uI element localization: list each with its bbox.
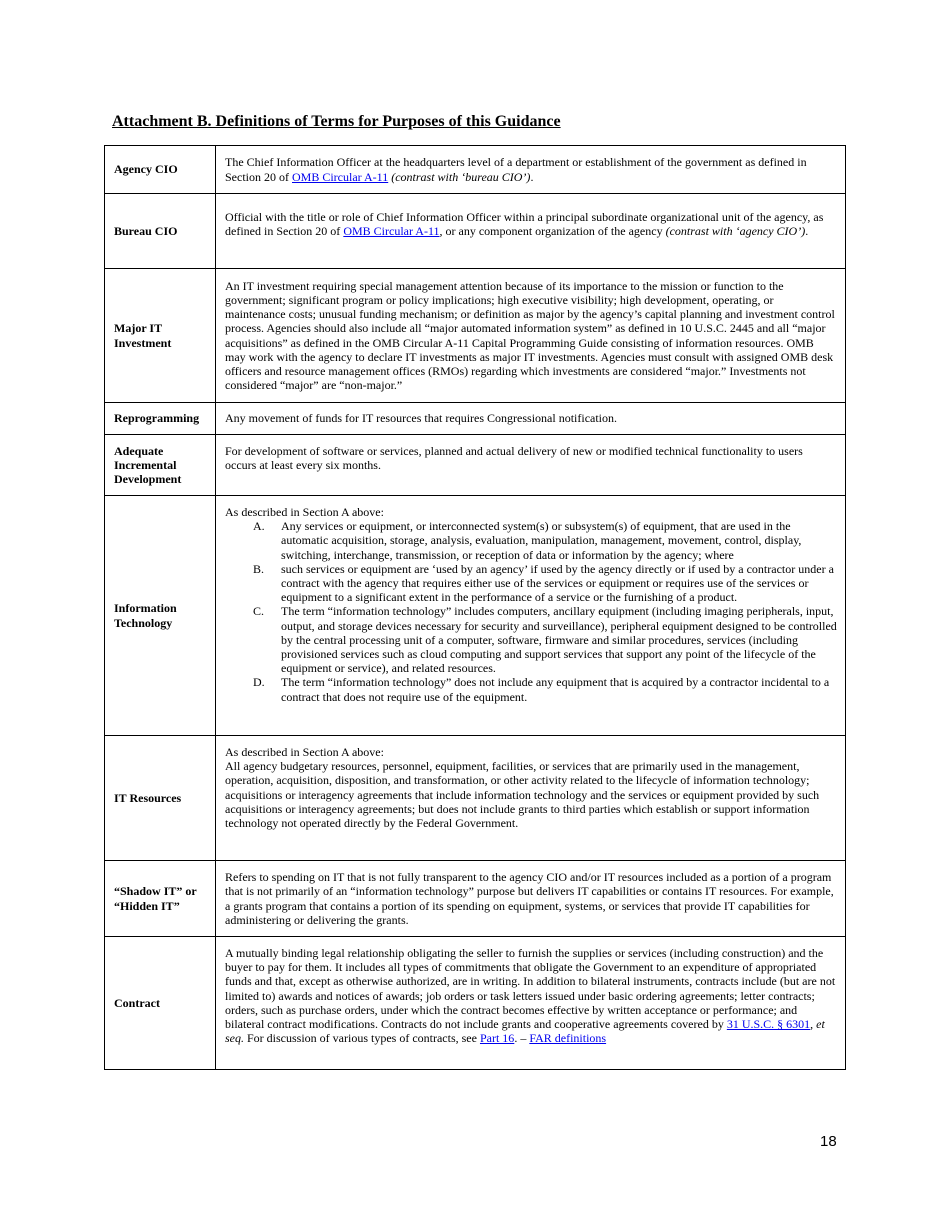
far-definitions-link[interactable]: FAR definitions xyxy=(529,1031,607,1046)
definition-cell: Official with the title or role of Chief Information Officer within a principal subordinate organizational unit of the agency, as defined in Section 20 of OMB Circular A-11, or any component organization of the agency (contrast with ‘agency CIO’). xyxy=(216,194,846,269)
definition-cell: The Chief Information Officer at the headquarters level of a department or establishment of the government as defined in Section 20 of OMB Circular A-11 (contrast with ‘bureau CIO’). xyxy=(216,146,846,194)
term-cell: Major IT Investment xyxy=(105,269,216,403)
it-definition-list xyxy=(225,519,837,704)
table-row xyxy=(105,194,846,269)
term-cell: Information Technology xyxy=(105,496,216,736)
list-item: C. The term “information technology” includes computers, ancillary equipment (including imaging peripherals, input, output, and storage devices necessary for security and surveillance), peripheral equipment designed to be controlled by the central processing unit of a computer, software, firmware and similar procedures, services (including provisioned services such as cloud computing and support services that support any point of the lifecycle of the equipment or service), and related resources. xyxy=(253,604,837,676)
definition-cell: Any movement of funds for IT resources that requires Congressional notification. xyxy=(216,403,846,435)
table-row xyxy=(105,736,846,861)
list-item: B. such services or equipment are ‘used by an agency’ if used by the agency directly or if used by a contractor under a contract with the agency that requires either use of the services or equipment or requires use of the services or equipment to a significant extent in the performance of a service or the furnishing of a product. xyxy=(253,561,834,605)
term-cell: Bureau CIO xyxy=(105,194,216,269)
table-row xyxy=(105,435,846,496)
table-row xyxy=(105,496,846,736)
table-row xyxy=(105,937,846,1070)
term-cell: Agency CIO xyxy=(105,146,216,194)
table-row xyxy=(105,403,846,435)
omb-circular-link[interactable]: OMB Circular A-11 xyxy=(292,169,389,184)
term-cell: Reprogramming xyxy=(105,403,216,435)
definition-cell: As described in Section A above: A. Any services or equipment, or interconnected system(s) or subsystem(s) of equipment, that are used in the automatic acquisition, storage, analysis, evaluation, manipulation, management, movement, control, display, switching, interchange, transmission, or reception of data or information by the agency; where B. such services or equipment are ‘used by an agency’ if used by the agency directly or if used by a contractor under a contract with the agency that requires either use of the services or equipment or requires use of the services or equipment to a significant extent in the performance of a service or the furnishing of a product. C. The term “information technology” includes computers, ancillary equipment (including imaging peripherals, input, output, and storage devices necessary for security and surveillance), peripheral equipment designed to be controlled by the central processing unit of a computer, software, firmware and similar procedures, services (including provisioned services such as cloud computing and support services that support any point of the lifecycle of the equipment or service), and related resources. D. The term “information technology” does not include any equipment that is acquired by a contractor incidental to a contract that does not require use of the equipment. xyxy=(216,496,846,736)
term-cell: Adequate Incremental Development xyxy=(105,435,216,496)
definition-cell: A mutually binding legal relationship obligating the seller to furnish the supplies or services (including construction) and the buyer to pay for them. It includes all types of commitments that obligate the Government to an expenditure of appropriated funds and that, except as otherwise authorized, are in writing. In addition to bilateral instruments, contracts include (but are not limited to) awards and notices of awards; job orders or task letters issued under basic ordering agreements; letter contracts; orders, such as purchase orders, under which the contract becomes effective by written acceptance or performance; and bilateral contract modifications. Contracts do not include grants and cooperative agreements covered by 31 U.S.C. § 6301, et seq. For discussion of various types of contracts, see Part 16. – FAR definitions xyxy=(216,937,846,1070)
list-item: A. Any services or equipment, or interconnected system(s) or subsystem(s) of equipment, that are used in the automatic acquisition, storage, analysis, evaluation, manipulation, management, movement, control, display, switching, interchange, transmission, or reception of data or information by the agency; where xyxy=(253,519,802,562)
table-row xyxy=(105,269,846,403)
table-row xyxy=(105,146,846,194)
definitions-table xyxy=(104,145,846,1070)
usc-6301-link[interactable]: 31 U.S.C. § 6301 xyxy=(726,1017,811,1032)
term-cell: IT Resources xyxy=(105,736,216,861)
list-item: D. The term “information technology” does not include any equipment that is acquired by a contractor incidental to a contract that does not require use of the equipment. xyxy=(253,675,830,704)
definition-cell: As described in Section A above: All agency budgetary resources, personnel, equipment, facilities, or services that are primarily used in the management, operation, acquisition, disposition, and transformation, or other activity related to the lifecycle of information technology; acquisitions or interagency agreements that include information technology and the services or equipment provided by such acquisitions or interagency agreements; but does not include grants to third parties which establish or support information technology not operated directly by the Federal Government. xyxy=(216,736,846,861)
definition-cell: Refers to spending on IT that is not fully transparent to the agency CIO and/or IT resources included as a portion of a program that is not primarily of an “information technology” purpose but delivers IT capabilities or contains IT resources. For example, a grants program that contains a portion of its spending on equipment, systems, or services that provide IT capabilities for administering or delivering the grants. xyxy=(216,861,846,937)
table-row xyxy=(105,861,846,937)
omb-circular-link[interactable]: OMB Circular A-11 xyxy=(343,224,440,239)
page-number: 18 xyxy=(820,1133,837,1150)
page-heading: Attachment B. Definitions of Terms for Purposes of this Guidance xyxy=(112,113,561,130)
term-cell: “Shadow IT” or “Hidden IT” xyxy=(105,861,216,937)
term-cell: Contract xyxy=(105,937,216,1070)
definition-cell: For development of software or services, planned and actual delivery of new or modified technical functionality to users occurs at least every six months. xyxy=(216,435,846,496)
definition-cell: An IT investment requiring special management attention because of its importance to the mission or function to the government; significant program or policy implications; high executive visibility; high development, operating, or maintenance costs; unusual funding mechanism; or definition as major by the agency’s capital planning and investment control process. Agencies should also include all “major automated information system” as defined in 10 U.S.C. 2445 and all “major acquisitions” as defined in the OMB Circular A-11 Capital Programming Guide consisting of information resources. OMB may work with the agency to declare IT investments as major IT investments. Agencies must consult with assigned OMB desk officers and resource management offices (RMOs) regarding which investments are considered “major.” Investments not considered “major” are “non-major.” xyxy=(216,269,846,403)
part-16-link[interactable]: Part 16 xyxy=(479,1031,515,1046)
